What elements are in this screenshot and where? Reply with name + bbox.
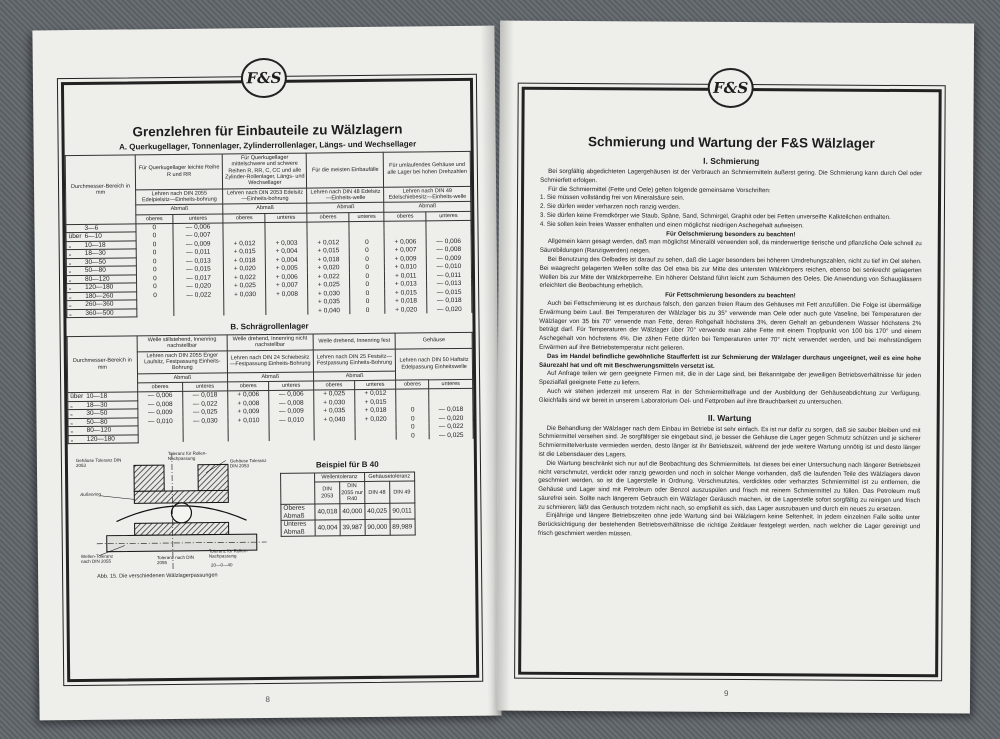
value-cell: + 0,009 — [228, 408, 270, 417]
unteres-header: unteres — [269, 381, 314, 391]
value-cell — [269, 433, 314, 442]
value-cell: 0 — [349, 238, 384, 247]
bearing-diagram — [76, 450, 273, 580]
value-cell: 0 — [396, 414, 429, 423]
outer-ring — [134, 490, 228, 503]
range-prefix: „ — [68, 241, 71, 249]
value-cell: — 0,018 — [183, 391, 228, 400]
value-cell: + 0,030 — [224, 290, 266, 299]
value-cell: + 0,025 — [308, 281, 350, 290]
paragraph: Bei sorgfältig abgedichteten Lagergehäusen ist der Verbrauch an Schmiermitteln äußerst gering. Die Schmierung kann durch Oel oder Schmierfett erfolgen. — [540, 167, 923, 184]
unteres-header: unteres — [426, 211, 471, 221]
section-wartung: II. Wartung — [707, 412, 752, 423]
value-cell: — 0,017 — [173, 274, 224, 283]
col-header: DIN 2055 nur R40 — [341, 483, 363, 503]
value-cell: 39,987 — [340, 520, 365, 536]
value-cell: + 0,035 — [314, 407, 355, 416]
value-cell: — 0,010 — [138, 417, 183, 426]
value-cell: — 0,010 — [269, 416, 314, 425]
value-cell: + 0,007 — [385, 246, 427, 255]
col-header: Gehäuse — [395, 332, 472, 348]
group-header: Wellentoleranz — [315, 472, 365, 482]
value-cell: — 0,008 — [138, 400, 183, 409]
value-cell: 0 — [349, 255, 384, 264]
value-cell: — 0,007 — [173, 231, 224, 240]
paragraph: Bei Benutzung des Oelbades ist darauf zu sehen, daß die Lager besonders bei höheren Umdrehungszahlen, nicht zu tief im Oel stehen. Bei waagrecht gelagerten Wellen sollte das Oel etwa bis zur Mitte des untersten Wälzkörpers reichen, ebenso bei senkrecht gelagerten Wellen bis zur Mitte der Wälzkörperreihe. Ein höherer Oelstand führt leicht zum Schäumen des Oeles. Die Anwendung von Schauglässern erleichtert die Beobachtung erheblich. — [539, 255, 922, 290]
value-cell: — 0,020 — [429, 414, 473, 423]
fig-label: Toleranz für Rollen-Nachpassung — [167, 450, 207, 462]
paragraph: Die Wartung beschränkt sich nur auf die Beobachtung des Schmiermittels. Ist dieses bei einer Untersuchung nach längerer Betriebszeit nicht verschmutzt, verdickt oder ranzig geworden und noch in solcher Menge vorhanden, daß die laufenden Teile des Wälzlagers davon geschmiert werden, so ist die Lagerstelle in Ordnung. Verschmutztes, verdicktes oder verharztes Schmiermittel ist zu entfernen, die Gehäuse und Lager sind mit Petroleum oder Benzol auszuspülen und frisch mit reinem Schmiermittel zu füllen. Das Petroleum muß säurefrei sein. Sollte nach längerem Gebrauch ein Wälzlager Geräusch machen, ist die Lagerstelle sofort sorgfältig zu reinigen und frisch zu schmieren; läßt das Geräusch trotzdem nicht nach, so empfiehlt es sich, das Lager auszubauen und durch ein neues zu ersetzen. — [538, 459, 921, 513]
value-cell: + 0,018 — [308, 255, 350, 264]
col-header: DIN 48 — [364, 482, 389, 504]
value-cell: — 0,015 — [427, 288, 472, 297]
value-cell — [266, 307, 308, 316]
value-cell: + 0,018 — [224, 256, 266, 265]
unteres-header: unteres — [173, 213, 224, 223]
fig-label: Gehäuse Toleranz DIN 2053 — [229, 457, 267, 469]
value-cell: + 0,022 — [308, 272, 350, 281]
wartung-text — [522, 424, 937, 541]
value-cell: 0 — [350, 306, 385, 315]
housing-left — [134, 465, 164, 491]
oberes-header: oberes — [138, 382, 183, 392]
inner-ring — [135, 522, 229, 535]
range-cell — [67, 308, 137, 317]
value-cell — [228, 433, 270, 442]
norm-header: Lehren nach DIN 2053 Edelsitz—Einheits-bohrung — [223, 188, 307, 205]
range-value: 50—80 — [86, 418, 108, 426]
paragraph: 2. Sie dürfen weder verharzen noch ranzig werden. — [539, 202, 681, 211]
value-cell: — 0,020 — [427, 305, 472, 314]
abmass-header: Abmaß — [137, 372, 227, 382]
value-cell: + 0,040 — [314, 415, 355, 424]
abmass-header: Abmaß — [223, 203, 307, 213]
range-prefix: „ — [69, 284, 72, 292]
paragraph: Für die Schmiermittel (Fette und Oele) gelten folgende gemeinsame Vorschriften: — [548, 185, 771, 194]
col-header: Welle drehend, Innenring nicht nachstellbar — [227, 334, 313, 351]
value-cell: + 0,025 — [313, 390, 354, 399]
range-value: 30—50 — [86, 409, 108, 417]
col-header: DIN 49 — [389, 481, 414, 503]
oberes-header: oberes — [313, 380, 354, 390]
value-cell: — 0,010 — [426, 263, 471, 272]
range-value: 360—500 — [85, 309, 114, 317]
fig-label: Gehäuse Toleranz DIN 2053 — [75, 457, 122, 468]
schmierung-text — [523, 168, 938, 408]
value-cell: + 0,015 — [308, 247, 350, 256]
value-cell — [138, 434, 183, 443]
fs-logo-right: F&S — [708, 68, 754, 108]
value-cell: 0 — [349, 246, 384, 255]
range-prefix: „ — [68, 275, 72, 283]
fig-label: 20—0—40 — [210, 562, 233, 568]
range-value: 180—260 — [85, 292, 114, 300]
value-cell: — 0,018 — [427, 296, 472, 305]
value-cell — [396, 389, 429, 398]
range-header: Durchmesser-Bereich in mm — [65, 155, 136, 225]
page-number: 8 — [265, 694, 270, 705]
value-cell: + 0,003 — [265, 239, 307, 248]
left-page-frame — [61, 78, 479, 682]
value-cell: — 0,020 — [173, 282, 224, 291]
range-value: 6—10 — [84, 233, 102, 241]
value-cell: + 0,011 — [385, 271, 427, 280]
range-prefix: „ — [69, 309, 72, 317]
value-cell: + 0,004 — [266, 247, 308, 256]
value-cell: + 0,013 — [385, 280, 427, 289]
value-cell: + 0,020 — [385, 305, 427, 314]
section-schmierung: I. Schmierung — [703, 155, 760, 167]
unteres-header: unteres — [182, 382, 227, 392]
value-cell: + 0,006 — [266, 273, 308, 282]
value-cell: + 0,030 — [308, 289, 350, 298]
value-cell: + 0,008 — [266, 290, 308, 299]
value-cell: + 0,005 — [266, 264, 308, 273]
range-prefix: „ — [68, 250, 71, 258]
value-cell: — 0,009 — [173, 240, 224, 249]
range-prefix: „ — [68, 258, 72, 266]
value-cell: + 0,015 — [385, 288, 427, 297]
paragraph: Einjährige und längere Betriebszeiten ohne jede Wartung sind bei Wälzlagern keine Seltenheit. In jedem einzelnen Falle sollte unter Berücksichtigung der bestehenden Betriebsverhältnisse die richtige Zeitdauer festgelegt werden, nach welcher die Lager gereinigt und frisch geschmiert werden müssen. — [537, 512, 921, 538]
unteres-header: unteres — [265, 213, 307, 223]
value-cell: + 0,020 — [308, 264, 350, 273]
page-number: 9 — [723, 688, 729, 698]
value-cell: 0 — [349, 263, 384, 272]
col-header: DIN 2053 — [315, 482, 340, 504]
fig-label: Toleranz nach DIN 2055 — [156, 554, 194, 566]
fig-label: Außenring — [80, 491, 102, 497]
value-cell: + 0,012 — [307, 238, 349, 247]
value-cell: + 0,009 — [385, 255, 427, 264]
range-prefix: „ — [68, 267, 72, 275]
value-cell — [183, 433, 228, 442]
value-cell — [349, 221, 384, 230]
value-cell: — 0,009 — [426, 254, 471, 263]
value-cell: + 0,007 — [266, 281, 308, 290]
table-b — [67, 332, 474, 444]
right-page — [496, 21, 974, 714]
value-cell: 0 — [136, 249, 173, 258]
paragraph: Das im Handel befindliche gewöhnliche Staufferfett ist zur Schmierung der Wälzlager durchaus ungeeignet, weil es eine hohe Säurezahl hat und oft mit Beschwerungsmitteln versetzt ist. — [538, 352, 922, 370]
range-prefix: „ — [70, 435, 73, 443]
table-a — [65, 151, 473, 318]
beispiel-title: Beispiel für B 40 — [315, 459, 379, 470]
range-prefix: „ — [69, 292, 72, 300]
value-cell: — 0,006 — [269, 390, 314, 399]
value-cell: + 0,025 — [224, 282, 266, 291]
col-header: Welle stillstehend, Innenring nachstellbar — [137, 335, 227, 352]
page-title: Schmierung und Wartung der F&S Wälzlager — [587, 134, 875, 151]
value-cell: 0 — [396, 423, 429, 432]
value-cell: 0 — [136, 232, 173, 241]
fs-logo-left: F&S — [241, 58, 287, 98]
fig-label: Wellen-Toleranz nach DIN 2055 — [80, 553, 114, 564]
paragraph: Allgemein kann gesagt werden, daß man möglichst Mineralöl verwenden soll, da minderwertige tierische und pflanzliche Oele schnell zu Säurebildungen (Ranzigwerden) neigen. — [539, 238, 922, 255]
value-cell: 89,989 — [390, 519, 415, 535]
value-cell: 0 — [396, 431, 429, 440]
value-cell: — 0,013 — [427, 279, 472, 288]
value-cell: + 0,010 — [385, 263, 427, 272]
range-header: Durchmesser-Bereich in mm — [67, 336, 138, 393]
value-cell: + 0,035 — [308, 298, 350, 307]
row-label: Unteres Abmaß — [281, 520, 315, 536]
oberes-header: oberes — [396, 380, 429, 390]
col-header: Für umlaufendes Gehäuse und alle Lager bei hohen Drehzahlen — [384, 151, 471, 186]
oberes-header: oberes — [307, 212, 349, 222]
range-prefix: über — [70, 393, 84, 401]
value-cell: + 0,040 — [308, 306, 350, 315]
norm-header: Lehren nach DIN 24 Schiebesitz—Festpassung Einheits-Bohrung — [227, 350, 313, 373]
value-cell: + 0,008 — [228, 399, 270, 408]
value-cell: — 0,008 — [426, 246, 471, 255]
value-cell: + 0,018 — [385, 297, 427, 306]
norm-header: Lehren nach DIN 50 Haftsitz Edelpassung Einheitswelle — [396, 348, 473, 380]
value-cell: — 0,008 — [269, 399, 314, 408]
abmass-header: Abmaß — [136, 204, 224, 214]
oberes-header: oberes — [227, 381, 269, 391]
value-cell: 0 — [136, 274, 173, 283]
value-cell: — 0,013 — [173, 257, 224, 266]
value-cell: 40,018 — [315, 504, 340, 520]
value-cell: 0 — [136, 257, 173, 266]
group-header: Gehäusetoleranz — [364, 472, 414, 482]
value-cell: — 0,009 — [138, 408, 183, 417]
value-cell: + 0,020 — [224, 265, 266, 274]
paragraph: 3. Sie dürfen keine Fremdkörper wie Staub, Späne, Sand, Schmirgel, Graphit oder bei Fetten unverseifte Kalkteilchen enthalten. — [539, 211, 891, 221]
norm-header: Lehren nach DIN 2055 Enger Laufsitz, Festpassung Einheits-Bohrung — [137, 351, 227, 374]
norm-header: Lehren nach DIN 2055 Edelpielsitz—Einheits-bohrung — [136, 189, 224, 206]
value-cell — [174, 307, 225, 316]
left-page — [32, 26, 501, 721]
range-prefix: „ — [70, 410, 73, 418]
value-cell: — 0,015 — [173, 265, 224, 274]
value-cell: 0 — [349, 272, 384, 281]
value-cell — [314, 432, 355, 441]
range-value: 120—180 — [86, 435, 115, 443]
unteres-header: unteres — [349, 212, 385, 222]
range-prefix: über — [68, 233, 82, 241]
value-cell — [349, 230, 384, 239]
range-cell — [68, 434, 138, 443]
value-cell — [224, 307, 266, 316]
range-value: 18—30 — [86, 401, 108, 409]
value-cell: — 0,006 — [138, 392, 183, 401]
range-value: 30—50 — [84, 258, 106, 266]
value-cell: + 0,004 — [266, 256, 308, 265]
value-cell: + 0,012 — [355, 389, 396, 398]
range-prefix: „ — [69, 301, 72, 309]
range-value: 50—80 — [84, 266, 106, 275]
value-cell: — 0,006 — [173, 223, 224, 232]
range-value: 120—180 — [85, 283, 114, 291]
abmass-header: Abmaß — [227, 372, 313, 382]
value-cell: 40,025 — [365, 503, 390, 519]
value-cell: + 0,015 — [224, 248, 266, 257]
range-value: 10—18 — [84, 241, 106, 249]
value-cell: + 0,006 — [385, 238, 427, 247]
value-cell: — 0,025 — [429, 431, 473, 440]
value-cell: 0 — [137, 291, 174, 300]
abmass-header: Abmaß — [384, 202, 471, 212]
range-value: 260—360 — [85, 300, 114, 308]
oberes-header: oberes — [223, 213, 265, 223]
value-cell: — 0,011 — [427, 271, 472, 280]
col-header: Für die meisten Einbaufälle — [307, 152, 384, 187]
value-cell: 0 — [350, 297, 385, 306]
unteres-header: unteres — [429, 379, 473, 389]
paragraph: 1. Sie müssen vollständig frei von Mineralsäure sein. — [540, 194, 685, 203]
col-header: Für Querkugellager leichte Reihe R und RR — [135, 154, 223, 189]
value-cell: — 0,018 — [429, 405, 473, 414]
value-cell: — 0,022 — [173, 291, 224, 300]
value-cell: — 0,025 — [183, 408, 228, 417]
range-value: 3—6 — [84, 224, 99, 232]
range-value: 80—120 — [86, 426, 112, 434]
oberes-header: oberes — [136, 214, 173, 224]
paragraph: Auf Anfrage teilen wir gern geeignete Firmen mit, die in der Lage sind, bei Bekanntgabe der jeweiligen Betriebsverhältnisse für jeden Spezialfall geeignete Fette zu liefern. — [538, 370, 921, 387]
range-prefix: „ — [70, 427, 73, 435]
value-cell: + 0,020 — [355, 415, 396, 424]
value-cell: — 0,022 — [183, 400, 228, 409]
value-cell: 0 — [396, 406, 429, 415]
value-cell: + 0,015 — [355, 398, 396, 407]
value-cell: 0 — [136, 240, 173, 249]
norm-header: Lehren nach DIN 48 Edelsitz—Einheits-welle — [307, 187, 384, 203]
value-cell: — 0,011 — [173, 248, 224, 257]
col-header: Für Querkugellager mittelschwere und schwere Reihen R, RR, C, CC und alle Zylinder-Rollenlager, Längs- und Wechsellager — [223, 153, 307, 188]
norm-header: Lehren nach DIN 49 Edelschiebesitz—Einheits-welle — [384, 186, 471, 203]
value-cell: 90,011 — [390, 503, 415, 519]
value-cell: 0 — [137, 283, 174, 292]
page-title: Grenzlehren für Einbauteile zu Wälzlagern — [132, 121, 403, 140]
col-header: Welle drehend, Innenring fest — [313, 333, 396, 349]
right-page-frame — [518, 87, 942, 678]
figure-caption: Abb. 15. Die verschiedenen Wälzlagerpassungen — [97, 572, 218, 580]
paragraph: Für Oelschmierung besonders zu beachten! — [666, 230, 796, 238]
value-cell: + 0,018 — [355, 406, 396, 415]
value-cell: — 0,009 — [269, 407, 314, 416]
section-b-title: B. Schrägrollenlager — [230, 321, 309, 332]
value-cell: — 0,030 — [183, 416, 228, 425]
value-cell: + 0,012 — [224, 239, 266, 248]
value-cell: — 0,022 — [429, 422, 473, 431]
value-cell: + 0,022 — [224, 273, 266, 282]
value-cell: 90,000 — [365, 519, 390, 535]
paragraph: Auch bei Fettschmierung ist es durchaus falsch, den ganzen freien Raum des Gehäuses mit Fett anzufüllen. Die Folge ist übermäßige Erwärmung beim Lauf. Bei Temperaturen der Wälzlager bis zu 35° verwende man Oele oder auch gute Vaseline, bei Temperaturen der Wälzlager von 35 bis 70° verwende man Fette, deren Rohgehalt höchstens 3%, deren Gehalt an gebundenem Wasser höchstens 2% beträgt darf. Für Temperaturen der Wälzlager über 70° verwende man zähe Fette mit einem Tropfpunkt von 100 bis 170° und einem Aschegehalt von höchstens 4%. Die zähen Fette dürfen bei Temperaturen unter 70° nicht verwendet werden, und bei mehrstündigem Erwärmen auf ihre Betriebstemperatur nicht gelieren. — [539, 299, 922, 352]
value-cell — [396, 397, 429, 406]
paragraph: Die Behandlung der Wälzlager nach dem Einbau im Betriebe ist sehr einfach. Es ist nur dafür zu sorgen, daß sie sauber bleiben und mit Schmiermittel versehen sind. Je sorgfältiger sie eingebaut sind, je besser die Gehäuse die Lager gegen Schmutz schützen und je sicherer Schmiermittelverluste vermieden werden, desto länger ist ihr Betriebszeit, während der jede weitere Wartung unnötig ist und desto länger ist die Lebensdauer des Lagers. — [538, 424, 921, 459]
value-cell: — 0,006 — [426, 237, 471, 246]
table-row — [281, 503, 415, 520]
value-cell: + 0,030 — [314, 398, 355, 407]
value-cell: 40,000 — [340, 504, 365, 520]
unteres-header: unteres — [355, 380, 396, 390]
beispiel-block — [280, 456, 415, 537]
range-prefix: „ — [70, 401, 73, 409]
value-cell: 40,004 — [315, 520, 340, 536]
value-cell: + 0,010 — [228, 416, 270, 425]
value-cell: 0 — [136, 223, 173, 232]
value-cell — [137, 308, 174, 317]
paragraph: 4. Sie sollen kein freies Wasser enthalten und einen möglichst niedrigen Aschegehalt aufweisen. — [539, 220, 804, 230]
oberes-header: oberes — [384, 211, 426, 221]
value-cell: 0 — [350, 280, 385, 289]
abmass-header: Abmaß — [307, 202, 384, 212]
value-cell: 0 — [350, 289, 385, 298]
section-a-title: A. Querkugellager, Tonnenlager, Zylinderrollenlager, Längs- und Wechsellager — [119, 139, 417, 152]
beispiel-table — [280, 471, 415, 537]
fig-label: Toleranz für Rollen-Nachpassung — [208, 548, 248, 559]
value-cell: + 0,006 — [227, 391, 269, 400]
row-label: Oberes Abmaß — [281, 504, 315, 520]
norm-header: Lehren nach DIN 25 Festsitz—Festpassung Einheits-Bohrung — [313, 349, 396, 372]
range-value: 80—120 — [84, 275, 110, 283]
table-row — [281, 519, 415, 536]
paragraph: Auch wir stehen jederzeit mit unserem Rat in der Schmiermittelfrage und der Ausbildung der Gehäuseabdichtung zur Verfügung. Gleichfalls sind wir bereit in unserem Laboratorium Oel- und Fettproben auf ihre Brauchbarkeit zu untersuchen. — [538, 387, 921, 406]
range-prefix: „ — [70, 418, 73, 426]
abmass-header: Abmaß — [313, 371, 396, 381]
value-cell — [355, 432, 396, 441]
value-cell: 0 — [136, 266, 173, 275]
range-value: 10—18 — [86, 392, 108, 401]
paragraph: Für Fettschmierung besonders zu beachten! — [665, 291, 796, 300]
range-value: 18—30 — [84, 249, 106, 258]
